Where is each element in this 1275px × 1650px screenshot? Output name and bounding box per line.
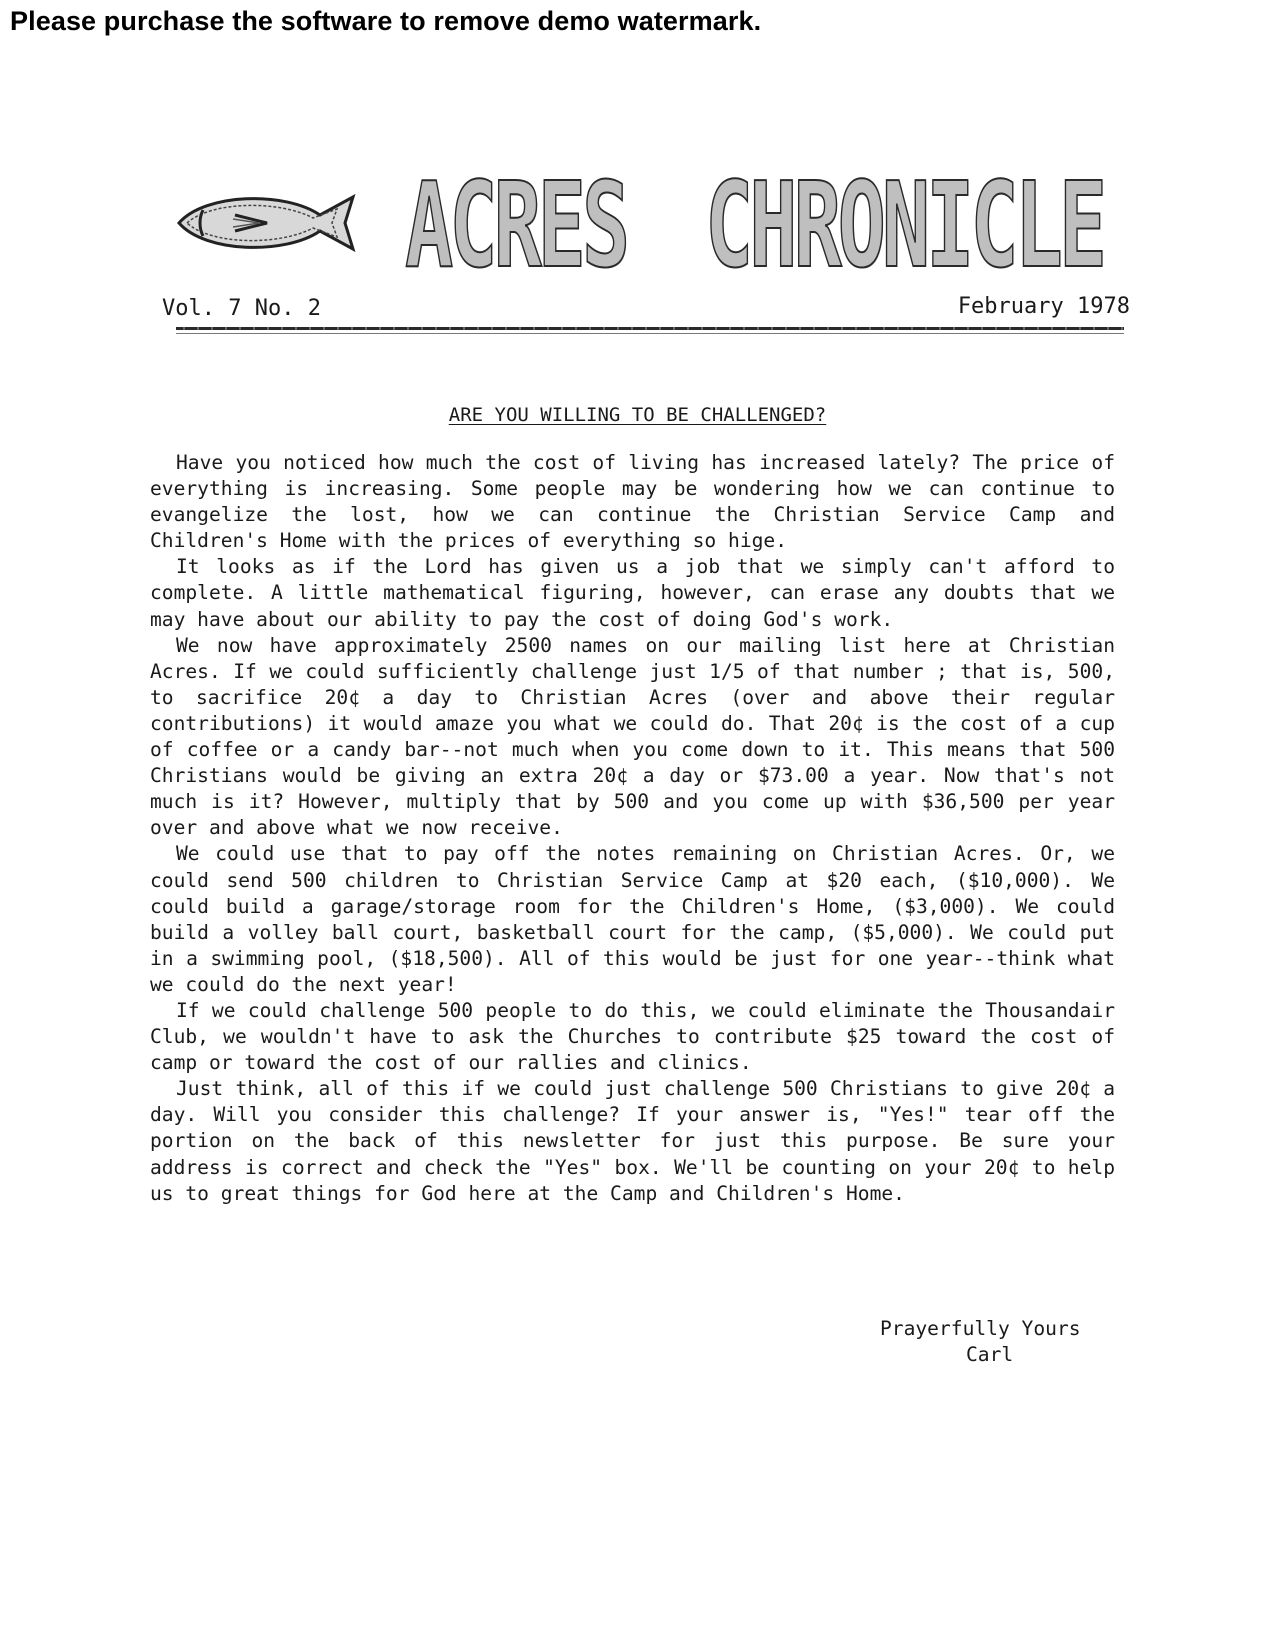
- article-paragraph: We now have approximately 2500 names on our mailing list here at Christian Acres. If we could sufficiently challenge just 1/5 of that number ; that is, 500, to sacrifice 20¢ a day to Christian Acres (over and above their regular contributions) it would amaze you what we could do. That 20¢ is the cost of a cup of coffee or a candy bar--not much when you come down to it. This means that 500 Christians would be giving an extra 20¢ a day or $73.00 a year. Now that's not much is it? However, multiply that by 500 and you come up with $36,500 per year over and above what we now receive.: [150, 633, 1115, 840]
- newsletter-title-acres: ACRES: [405, 156, 627, 294]
- masthead-divider: [176, 327, 1124, 330]
- article-paragraph: Have you noticed how much the cost of living has increased lately? The price of everything is increasing. Some people may be wondering how we can continue to evangelize the lost, how we can continue the Christian Service Camp and Children's Home with the prices of everything so hige.: [150, 451, 1115, 553]
- article-headline: ARE YOU WILLING TO BE CHALLENGED?: [448, 404, 827, 426]
- masthead: [175, 156, 1125, 294]
- masthead-divider-thin: [176, 333, 1124, 334]
- article-paragraph: It looks as if the Lord has given us a job that we simply can't afford to complete. A little mathematical figuring, however, can erase any doubts that we may have about our ability to pay the cost of doing God's work.: [150, 555, 1115, 631]
- closing-line: Prayerfully Yours: [880, 1317, 1081, 1340]
- signature-block: [880, 1316, 1081, 1368]
- signature-name: Carl: [966, 1343, 1014, 1366]
- fish-icon: [175, 185, 360, 260]
- article-body: [150, 450, 1115, 1207]
- demo-watermark: Please purchase the software to remove demo watermark.: [10, 6, 762, 36]
- article-paragraph: If we could challenge 500 people to do this, we could eliminate the Thousandair Club, we wouldn't have to ask the Churches to contribute $25 toward the cost of camp or toward the cost of our rallies and clinics.: [150, 998, 1115, 1075]
- issue-date: February 1978: [957, 294, 1130, 319]
- issue-number: Vol. 7 No. 2: [162, 296, 321, 321]
- article-paragraph: Just think, all of this if we could just challenge 500 Christians to give 20¢ a day. Will you consider this challenge? If your answer is, "Yes!" tear off the portion on the back of this newsletter for just this purpose. Be sure your address is correct and check the "Yes" box. We'll be counting on your 20¢ to help us to great things for God here at the Camp and Children's Home.: [150, 1077, 1115, 1205]
- article-paragraph: We could use that to pay off the notes remaining on Christian Acres. Or, we could send 500 children to Christian Service Camp at $20 each, ($10,000). We could build a garage/storage room for the Children's Home, ($3,000). We could build a volley ball court, basketball court for the camp, ($5,000). We could put in a swimming pool, ($18,500). All of this would be just for one year--think what we could do the next year!: [150, 842, 1115, 996]
- newsletter-title-chronicle: CHRONICLE: [705, 156, 1104, 294]
